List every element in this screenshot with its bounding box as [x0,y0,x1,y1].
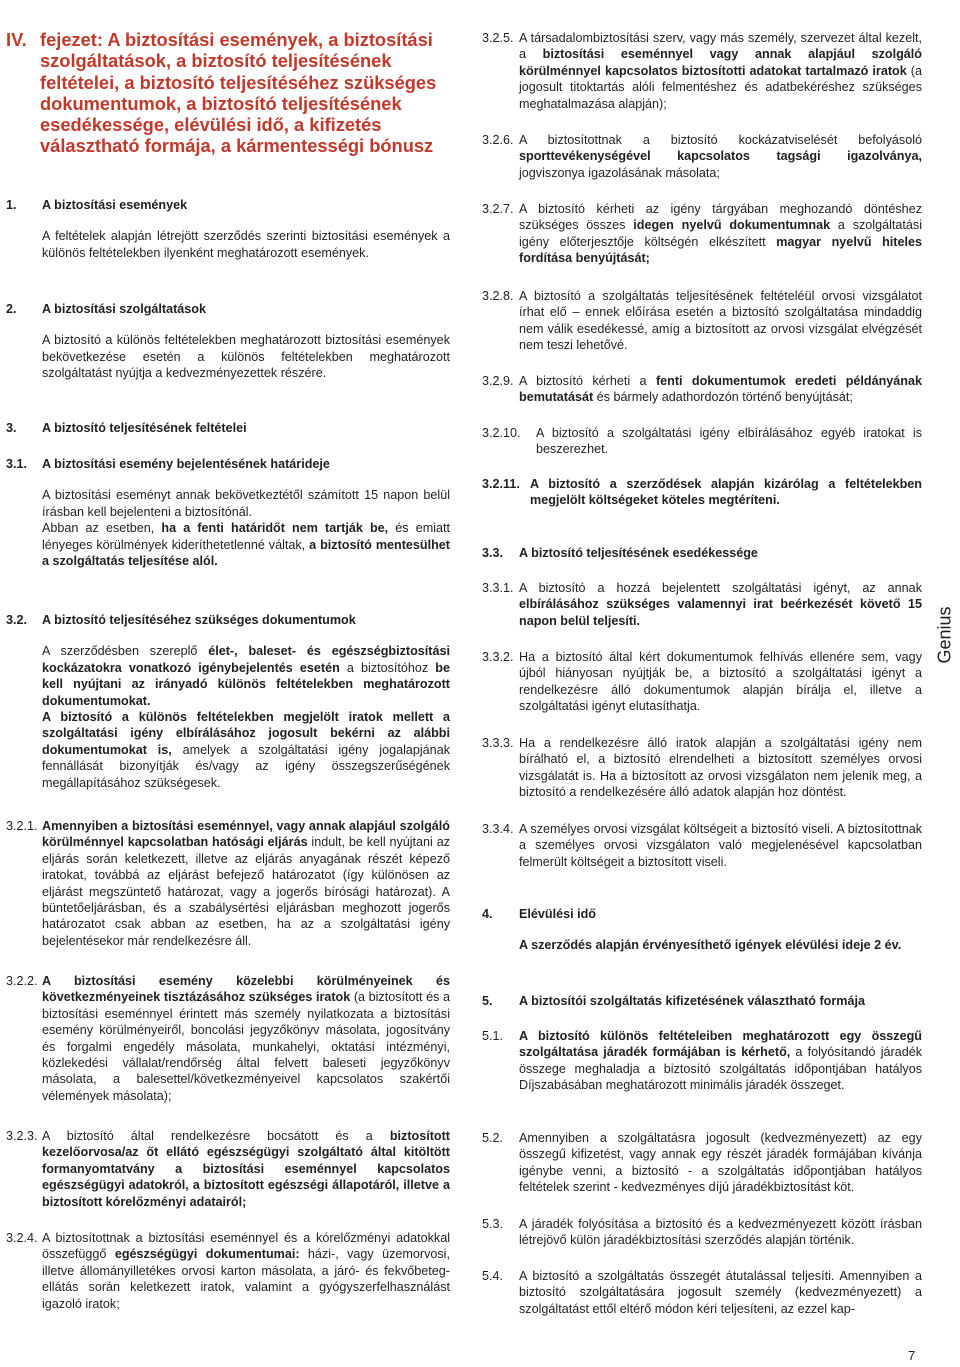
item-text: A biztosító a szolgáltatási igény elbírálásához egyéb iratokat is beszerezhet. [536,426,922,457]
item-3-2-6 [482,132,922,181]
item-number: 3.3.3. [482,736,514,750]
section-text: A biztosítási eseményt annak bekövetkeztétől számított 15 napon belül írásban kell bejelenteni a biztosítónál. [42,488,450,519]
item-number: 3.2.11. [482,477,520,491]
item-3-2-1 [6,818,450,949]
section-text: A feltételek alapján létrejött szerződés szerinti biztosítási események a különös feltételekben ilyenként meghatározott események. [42,229,450,260]
item-number: 3.2.2. [6,974,38,988]
section-3-3 [482,545,922,561]
item-3-2-3 [6,1128,450,1210]
item-number: 3.2.7. [482,202,514,216]
item-number: 3.2.1. [6,819,38,833]
item-text: A személyes orvosi vizsgálat költségeit a biztosító viseli. A biztosítottnak a személyes orvosi vizsgálaton való megjelenésével kapcsolatban felmerült költségeit a biztosított viseli. [519,822,922,869]
item-text: Ha a rendelkezésre álló iratok alapján a szolgáltatási igény nem bírálható el, a biztosító elrendelheti a biztosított személyes orvosi vizsgálatát is. Ha a biztosított az orvosi vizsgálaton nem jelenik meg, a biztosító a rendelkezésére álló adatok alapján hoz döntést. [519,736,922,800]
item-number: 5.3. [482,1217,504,1231]
section-number: 4. [482,907,493,921]
section-number: 1. [6,198,17,212]
item-3-2-4 [6,1230,450,1312]
item-number: 3.3.2. [482,650,514,664]
item-text: A biztosító a szolgáltatás összegét átutalással teljesíti. Amennyiben a biztosító szolgáltatására jogosult személy (kedvezményezett) a szolgáltatást ettől eltérő módon kéri teljesíteni, az ezzel kap- [519,1269,922,1316]
section-number: 3.3. [482,546,504,560]
section-text-2: A biztosító a különös feltételekben megjelölt iratok mellett a szolgáltatási igény elbírálásához jogosult bekérni az alábbi dokumentumokat is, amelyek a szolgáltatási igény jogalapjának fennállását bizonyítják és/vagy az igény összegszerűségének megállapításához szükségesek. [42,710,450,790]
section-4 [482,906,922,954]
item-text: A járadék folyósítása a biztosító és a kedvezményezett között írásban létrejövő külön járadékbiztosítási szerződés alapján történik. [519,1217,922,1248]
item-number: 3.2.10. [482,426,521,440]
item-text: A biztosító a hozzá bejelentett szolgáltatási igényt, az annak elbírálásához szükséges valamennyi irat beérkezését követő 15 napon belül teljesíti. [519,581,922,628]
item-3-3-1 [482,580,922,629]
section-number: 3.2. [6,613,28,627]
item-5-2 [482,1130,922,1196]
section-text: A biztosító a különös feltételekben meghatározott biztosítási események bekövetkezése esetén a különös feltételekben meghatározott szolgáltatást nyújtja a kedvezményezettek részére. [42,333,450,381]
item-number: 5.2. [482,1131,504,1145]
item-text: A biztosító a szolgáltatás teljesítésének feltételéül orvosi vizsgálatot írhat elő – ennek előírása esetén a biztosító szolgáltatása mindaddig nem válik esedékessé, amíg a biztosított az orvosi vizsgálat elvégzését nem teszi lehetővé. [519,289,922,353]
item-number: 3.3.4. [482,822,514,836]
item-number: 5.4. [482,1269,504,1283]
section-title: A biztosítási szolgáltatások [42,302,206,316]
item-text: Ha a biztosító által kért dokumentumok felhívás ellenére sem, vagy újból hiányosan nyújtják be, a biztosító a szolgáltatási igényt a rendelkezésre álló dokumentumok alapján bírálja el, illetve a szolgáltatási igényt elutasíthatja. [519,650,922,714]
section-3 [6,420,450,436]
item-number: 3.2.4. [6,1231,38,1245]
item-3-2-8 [482,288,922,354]
section-2 [6,301,450,382]
item-text: Amennyiben a biztosítási eseménnyel, vagy annak alapjául szolgáló körülménnyel kapcsolatban hatósági eljárás indult, be kell nyújtani az eljárás során keletkezett, illetve az eljárás anyagának részét képező iratokat, továbbá az eljárást befejező határozatot (így különösen az eljárást megszüntető határozat, vagy a jogerős bírósági határozat). A büntetőeljárásban, és a szabálysértési eljárásban meghozott jogerős határozatot csak abban az esetben, ha az a szolgáltatási igény bejelentésekor már rendelkezésre áll. [42,819,450,948]
section-title: A biztosító teljesítésének esedékessége [519,546,758,560]
item-text: A biztosító kérheti a fenti dokumentumok eredeti példányának bemutatását és bármely adathordozón történő benyújtását; [519,374,923,405]
section-title: A biztosító teljesítéséhez szükséges dokumentumok [42,613,356,627]
item-text: A társadalombiztosítási szerv, vagy más személy, szervezet által kezelt, a biztosítási eseménnyel vagy annak alapjául szolgáló körülménnyel kapcsolatos biztosítotti adatokat tartalmazó iratok (a jogosult titoktartás alóli felmentéshez és adatbekéréshez szükséges meghatalmazása alapján); [519,31,922,111]
item-number: 5.1. [482,1029,504,1043]
item-3-3-2 [482,649,922,715]
item-5-3 [482,1216,922,1249]
section-1 [6,197,450,261]
item-3-2-5 [482,30,922,112]
item-text: A biztosítási esemény közelebbi körülményeinek és következményeinek tisztázásához szükséges iratok (a biztosított és a biztosítási eseménnyel érintett más személy nyilatkozata a biztosítási esemény körülményeiről, boncolási jegyzőkönyv másolata, jogosítvány és forgalmi engedély másolata, munkahelyi, oktatási intézményi, közlekedési vállalat/rendőrség által felvett baleseti jegyzőkönyv másolata, a balesettel/következményeivel kapcsolatos szakértői vélemények másolata); [42,974,450,1103]
section-title: A biztosítási események [42,198,188,212]
section-text: A szerződésben szereplő élet-, baleset- és egészségbiztosítási kockázatokra vonatkozó igénybejelentés esetén a biztosítóhoz be kell nyújtani az irányadó különös feltételekben meghatározott dokumentumokat. [42,644,450,708]
section-title: A biztosító teljesítésének feltételei [42,421,247,435]
section-number: 3. [6,421,17,435]
item-5-1 [482,1028,922,1094]
section-title: A biztosítási esemény bejelentésének határideje [42,457,330,471]
section-title: A biztosítói szolgáltatás kifizetésének választható formája [519,994,865,1008]
item-3-2-11 [482,476,922,509]
item-number: 3.3.1. [482,581,514,595]
item-3-3-3 [482,735,922,801]
page-number: 7 [908,1348,916,1363]
side-brand-label: Genius [934,606,955,664]
item-text: A biztosító által rendelkezésre bocsátott és a biztosított kezelőorvosa/az őt ellátó egészségügyi szolgáltató által kitöltött formanyomtatvány a biztosítási eseménnyel kapcsolatos egészségügyi adatokról, a biztosított egészségi állapotáról, illetve a biztosított kórelőzményi adatairól; [42,1129,450,1209]
section-text-2: Abban az esetben, ha a fenti határidőt nem tartják be, és emiatt lényeges körülmények kideríthetetlenné váltak, a biztosító mentesülhet a szolgáltatás teljesítése alól. [42,521,451,569]
item-number: 3.2.3. [6,1129,38,1143]
section-3-1 [6,456,450,569]
section-number: 5. [482,994,493,1008]
section-3-2 [6,612,450,791]
item-number: 3.2.6. [482,133,514,147]
item-number: 3.2.8. [482,289,514,303]
item-3-3-4 [482,821,922,870]
chapter-title: fejezet: A biztosítási események, a biztosítási szolgáltatások, a biztosító teljesítésének feltételei, a biztosító teljesítéséhez szükséges dokumentumok, a biztosító teljesítésének esedékessége, elévülési idő, a kifizetés választható formája, a kármentességi bónusz [40,29,437,157]
section-text: A szerződés alapján érvényesíthető igények elévülési ideje 2 év. [519,938,902,953]
section-title: Elévülési idő [519,907,596,921]
item-3-2-9 [482,373,922,406]
item-text: A biztosító kérheti az igény tárgyában meghozandó döntéshez szükséges összes idegen nyelvű dokumentumnak a szolgáltatási igény előterjesztője költségén elkészített magyar nyelvű hiteles fordítása benyújtását; [519,202,922,266]
section-number: 2. [6,302,17,316]
chapter-number: IV. [6,29,27,50]
item-text: A biztosítottnak a biztosítási eseménnyel és a kórelőzményi adatokkal összefüggő egészségügyi dokumentumai: házi-, vagy üzemorvosi, illetve állományilletékes orvosi karton másolata, a járó- és fekvőbeteg-ellátás során keletkezett iratok, valamint a gyógyszerfelhasználást igazoló iratok; [42,1231,450,1311]
item-3-2-2 [6,973,450,1104]
item-number: 3.2.9. [482,374,514,388]
item-text: Amennyiben a szolgáltatásra jogosult (kedvezményezett) az egy összegű kifizetést, vagy annak egy részét járadék formájában kívánja igénybe venni, a biztosító - a szolgáltatás időpontjában hatályos feltételek szerint - kedvezményes díjú járadékbiztosítást köt. [519,1131,922,1195]
item-number: 3.2.5. [482,31,514,45]
item-3-2-7 [482,201,922,267]
item-5-4 [482,1268,922,1317]
item-text: A biztosító különös feltételeiben meghatározott egy összegű szolgáltatása járadék formájában is kérhető, a folyósítandó járadék összege meghaladja a biztosító szolgáltatás időpontjában hatályos Díjszabásában meghatározott minimális járadék összeget. [519,1029,922,1093]
section-number: 3.1. [6,457,28,471]
item-text: A biztosítottnak a biztosító kockázatviselését befolyásoló sporttevékenységével kapcsolatos tagsági igazolványa, jogviszonya igazolásának másolata; [519,133,922,180]
item-3-2-10 [482,425,922,458]
item-text: A biztosító a szerződések alapján kizárólag a feltételekben megjelölt költségeket köteles megtéríteni. [530,477,922,508]
section-5 [482,993,922,1009]
